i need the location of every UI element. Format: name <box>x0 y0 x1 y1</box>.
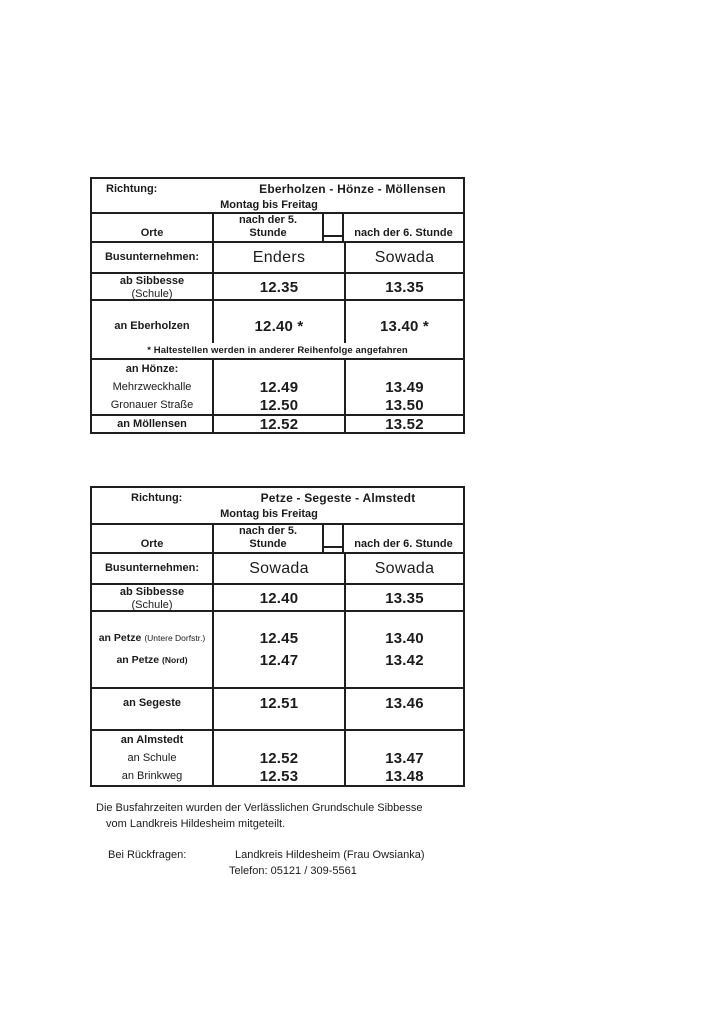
row-petze-section <box>92 610 463 687</box>
after6-label: nach der 6. Stunde <box>354 538 453 550</box>
column-header-row <box>92 212 463 241</box>
col-header-after-5th <box>212 525 322 552</box>
header-spacer-cell <box>322 214 344 241</box>
timetable-eberholzen <box>90 177 465 434</box>
stop-name: an Schule <box>127 752 177 764</box>
time-6th: 13.50 <box>385 396 424 414</box>
empty-cell <box>346 732 463 750</box>
info-text-line2: vom Landkreis Hildesheim mitgeteilt. <box>106 818 286 830</box>
info-text-line1: Die Busfahrzeiten wurden der Verlässlichen Grundschule Sibbesse <box>96 802 423 814</box>
section-label: an Almstedt <box>120 734 184 747</box>
stop-name-sub: (Schule) <box>131 599 173 611</box>
after5-line2: Stunde <box>249 538 287 550</box>
time-5th: 12.53 <box>259 767 299 785</box>
after5-line1: nach der 5. <box>238 214 298 226</box>
petze-times-6th <box>344 612 463 687</box>
row-ab-sibbesse <box>92 583 463 610</box>
title-row <box>92 179 463 212</box>
col-header-after-6th <box>344 525 463 552</box>
time-5th: 12.52 <box>212 416 344 432</box>
empty-cell <box>346 361 463 379</box>
header-spacer-cell <box>322 525 344 552</box>
operator-5th: Enders <box>212 243 344 272</box>
footnote-text: * Haltestellen werden in anderer Reihenfolge angefahren <box>147 345 408 356</box>
hoenze-times-5th <box>212 360 344 414</box>
row-an-moellensen <box>92 414 463 432</box>
stop-name: an Eberholzen <box>114 319 190 332</box>
stop-name-paren: (Nord) <box>162 655 188 665</box>
stop-name-paren: (Untere Dorfstr.) <box>144 633 206 643</box>
time-6th: 13.35 <box>344 585 463 610</box>
days-label: Montag bis Freitag <box>220 199 318 211</box>
empty-cell <box>214 361 344 379</box>
time-6th: 13.42 <box>385 651 424 669</box>
time-5th: 12.47 <box>259 651 299 669</box>
row-hoenze-section <box>92 358 463 414</box>
after6-label: nach der 6. Stunde <box>354 227 453 239</box>
stop-name <box>92 627 212 649</box>
stop-name: ab Sibbesse <box>119 586 185 598</box>
petze-stops-column <box>92 612 212 687</box>
stop-name-main: an Petze <box>116 654 160 666</box>
time-5th: 12.52 <box>259 750 299 767</box>
stop-name: ab Sibbesse <box>119 275 185 287</box>
stop-name-sub: (Schule) <box>131 288 173 300</box>
contact-name: Landkreis Hildesheim (Frau Owsianka) <box>235 849 425 861</box>
stop-name: an Möllensen <box>117 417 187 430</box>
almstedt-times-5th <box>212 731 344 785</box>
richtung-label: Richtung: <box>131 492 183 504</box>
route-title: Petze - Segeste - Almstedt <box>260 491 416 505</box>
almstedt-times-6th <box>344 731 463 785</box>
stop-name: an Segeste <box>122 696 182 709</box>
contact-label: Bei Rückfragen: <box>108 849 187 861</box>
time-6th: 13.46 <box>344 689 463 729</box>
stop-sibbesse <box>92 274 212 299</box>
footnote-row <box>92 343 463 358</box>
operator-row-label: Busunternehmen: <box>104 562 200 574</box>
time-6th: 13.47 <box>385 750 424 767</box>
time-5th: 12.40 * <box>212 301 344 343</box>
hoenze-stops-column <box>92 360 212 414</box>
col-header-after-6th <box>344 214 463 241</box>
operator-6th: Sowada <box>344 554 463 583</box>
stop-name: an Brinkweg <box>121 769 183 782</box>
time-6th: 13.52 <box>344 416 463 432</box>
col-header-orte <box>92 214 212 241</box>
time-6th: 13.40 <box>385 629 424 647</box>
column-header-row <box>92 523 463 552</box>
route-title: Eberholzen - Hönze - Möllensen <box>259 182 446 196</box>
section-label: an Hönze: <box>125 363 179 376</box>
stop-name <box>92 649 212 671</box>
time-5th: 12.51 <box>212 689 344 729</box>
operator-5th: Sowada <box>212 554 344 583</box>
time-6th: 13.48 <box>385 767 424 785</box>
operator-row <box>92 241 463 272</box>
empty-cell <box>214 732 344 750</box>
stop-name: Gronauer Straße <box>110 398 194 411</box>
stop-name-main: an Petze <box>98 632 142 644</box>
after5-line2: Stunde <box>249 227 287 239</box>
petze-times-5th <box>212 612 344 687</box>
orte-label: Orte <box>140 227 164 239</box>
stop-name: Mehrzweckhalle <box>112 381 192 393</box>
row-an-eberholzen <box>92 299 463 343</box>
row-ab-sibbesse <box>92 272 463 299</box>
stop-sibbesse <box>92 585 212 610</box>
operator-row-label: Busunternehmen: <box>104 251 200 263</box>
almstedt-stops-column <box>92 731 212 785</box>
time-6th: 13.49 <box>385 379 424 396</box>
timetable-petze <box>90 486 465 787</box>
orte-label: Orte <box>140 538 164 550</box>
title-row <box>92 488 463 523</box>
time-5th: 12.45 <box>259 629 299 647</box>
time-5th: 12.35 <box>212 274 344 299</box>
richtung-label: Richtung: <box>106 183 158 195</box>
time-6th: 13.40 * <box>344 301 463 343</box>
operator-6th: Sowada <box>344 243 463 272</box>
days-label: Montag bis Freitag <box>220 508 318 520</box>
time-6th: 13.35 <box>344 274 463 299</box>
col-header-orte <box>92 525 212 552</box>
contact-phone: Telefon: 05121 / 309-5561 <box>229 865 357 877</box>
time-5th: 12.49 <box>259 379 299 396</box>
after5-line1: nach der 5. <box>238 525 298 537</box>
time-5th: 12.50 <box>259 396 299 414</box>
row-almstedt-section <box>92 729 463 785</box>
row-an-segeste <box>92 687 463 729</box>
hoenze-times-6th <box>344 360 463 414</box>
col-header-after-5th <box>212 214 322 241</box>
operator-row <box>92 552 463 583</box>
time-5th: 12.40 <box>212 585 344 610</box>
